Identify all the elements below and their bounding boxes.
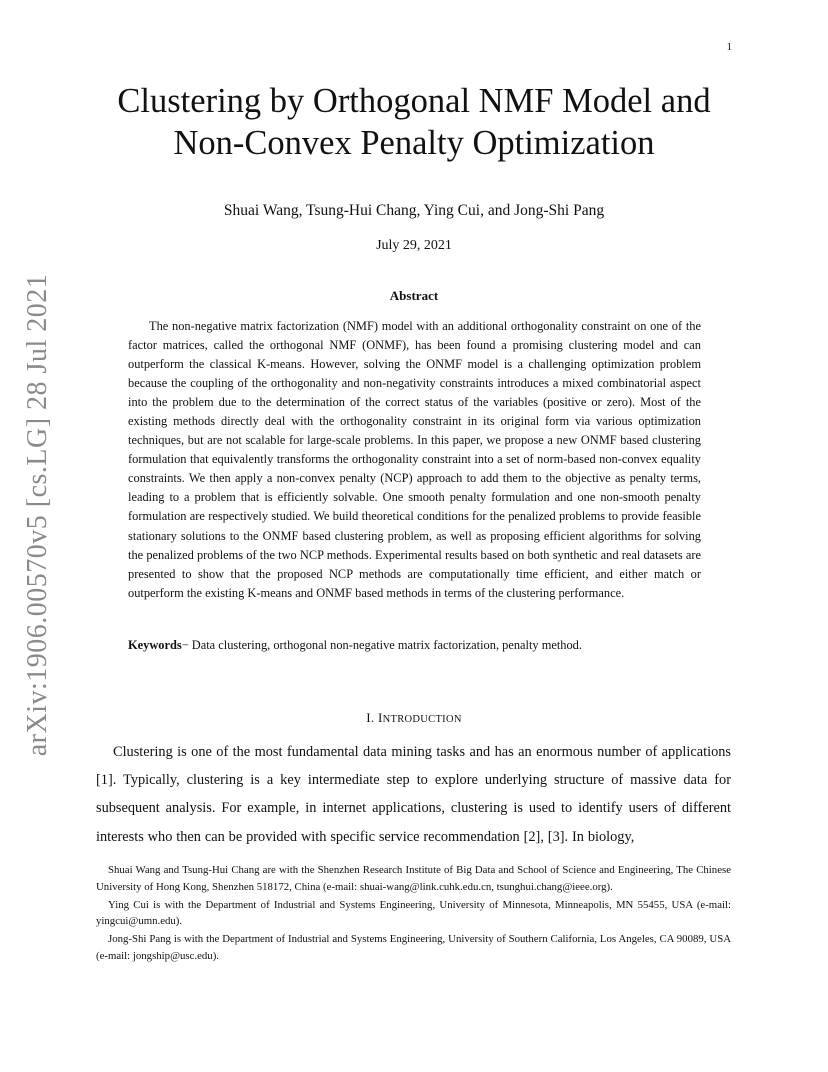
- keywords-text: Data clustering, orthogonal non-negative matrix factorization, penalty method.: [191, 638, 582, 652]
- section-heading-introduction: [96, 710, 732, 726]
- section-title-rest: NTRODUCTION: [382, 714, 462, 725]
- keywords-separator: −: [181, 638, 192, 652]
- author-footnotes: [96, 862, 731, 966]
- footnote-affiliation-cui: Ying Cui is with the Department of Industrial and Systems Engineering, University of Minnesota, Minneapolis, MN 55455, USA (e-mail: yingcui@umn.edu).: [96, 898, 731, 927]
- abstract-body: The non-negative matrix factorization (NMF) model with an additional orthogonality constraint on one of the factor matrices, called the orthogonal NMF (ONMF), has been found a promising clustering model and can outperform the classical K-means. However, solving the ONMF model is a challenging optimization problem because the coupling of the orthogonality and non-negativity constraints introduces a mixed combinatorial aspect into the problem due to the determination of the correct status of the variables (positive or zero). Most of the existing methods directly deal with the orthogonality constraint in its original form via various optimization techniques, but are not scalable for large-scale problems. In this paper, we propose a new ONMF based clustering formulation that equivalently transforms the orthogonality constraint into a set of norm-based non-convex equality constraints. We then apply a non-convex penalty (NCP) approach to add them to the objective as penalty terms, leading to a problem that is efficiently solvable. One smooth penalty formulation and one non-smooth penalty formulation are respectively studied. We build theoretical conditions for the penalized problems to provide feasible stationary solutions to the ONMF based clustering problem, as well as proposing efficient algorithms for solving the penalized problems of the two NCP methods. Experimental results based on both synthetic and real datasets are presented to show that the proposed NCP methods are computationally time efficient, and either match or outperform the existing K-means and ONMF based methods in terms of the clustering performance.: [128, 319, 701, 600]
- paper-title: Clustering by Orthogonal NMF Model and Non-Convex Penalty Optimization: [117, 82, 711, 162]
- section-numeral: I.: [366, 710, 378, 725]
- publication-date: July 29, 2021: [376, 238, 452, 253]
- keywords-label: Keywords: [128, 638, 182, 652]
- keywords-line: [128, 636, 701, 654]
- author-list: Shuai Wang, Tsung-Hui Chang, Ying Cui, and Jong-Shi Pang: [223, 202, 605, 219]
- introduction-paragraph: Clustering is one of the most fundamental data mining tasks and has an enormous number of applications [1]. Typically, clustering is a key intermediate step to explore underlying structure of massive data for subsequent analysis. For example, in internet applications, clustering is used to identify users of different interests who then can be provided with specific service recommendation [2], [3]. In biology,: [96, 744, 731, 845]
- abstract-heading: Abstract: [389, 288, 439, 303]
- footnote-affiliation-pang: Jong-Shi Pang is with the Department of Industrial and Systems Engineering, University of Southern California, Los Angeles, CA 90089, USA (e-mail: jongship@usc.edu).: [96, 933, 731, 962]
- page-number: 1: [726, 41, 732, 53]
- section-title-initial: I: [377, 710, 383, 725]
- arxiv-identifier-stamp: arXiv:1906.00570v5 [cs.LG] 28 Jul 2021: [22, 273, 53, 757]
- footnote-affiliation-wang-chang: Shuai Wang and Tsung-Hui Chang are with the Shenzhen Research Institute of Big Data and School of Science and Engineering, The Chinese University of Hong Kong, Shenzhen 518172, China (e-mail: shuai-wang@link.cuhk.edu.cn, tsunghui.chang@ieee.org).: [96, 864, 731, 893]
